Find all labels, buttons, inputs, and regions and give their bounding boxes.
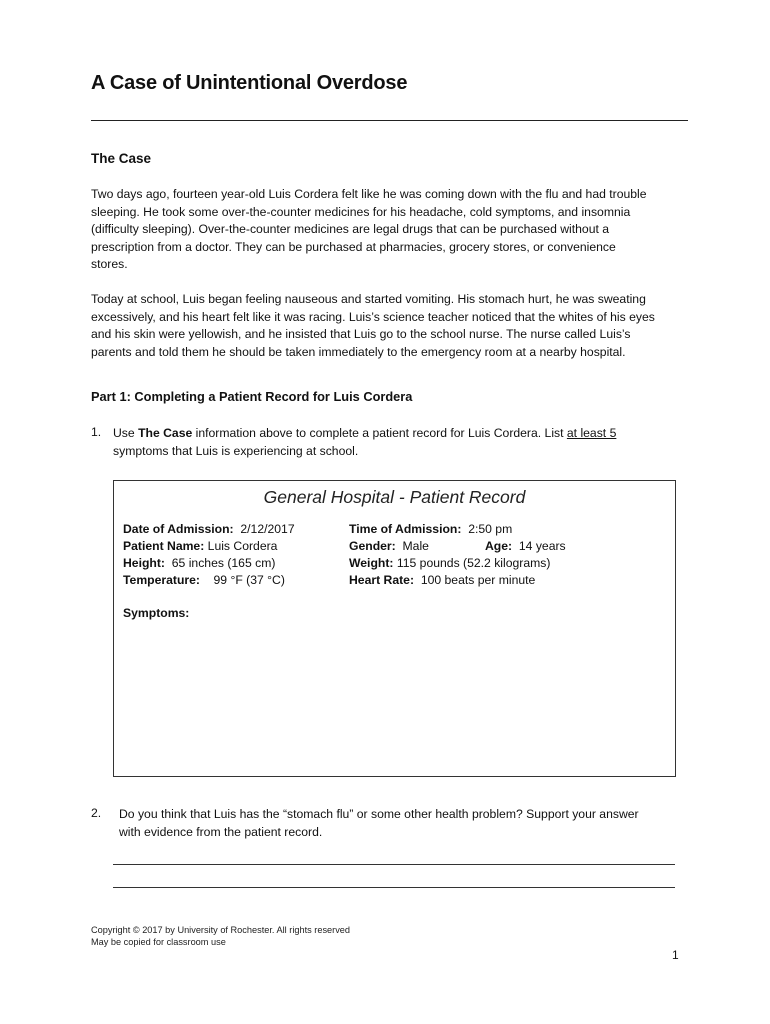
field-label: Temperature: [123, 573, 200, 587]
case-paragraph-1 [91, 186, 683, 274]
field-label: Patient Name: [123, 539, 205, 553]
text-line: (difficulty sleeping). Over-the-counter medicines are legal drugs that can be purchased without a [91, 222, 610, 237]
heart-rate-field [349, 573, 535, 587]
time-of-admission-field [349, 522, 512, 536]
field-value: 14 years [518, 539, 566, 553]
text-segment-underlined: at least 5 [566, 426, 617, 440]
field-label: Gender: [349, 539, 396, 553]
field-label: Height: [123, 556, 165, 570]
text-line: stores. [91, 257, 128, 272]
text-line: Two days ago, fourteen year-old Luis Cordera felt like he was coming down with the flu and had trouble [91, 187, 647, 201]
field-value: Male [402, 539, 429, 553]
part1-heading: Part 1: Completing a Patient Record for Luis Cordera [91, 389, 413, 404]
title-divider [91, 120, 688, 121]
field-value: 115 pounds (52.2 kilograms) [396, 556, 551, 570]
text-segment: information above to complete a patient record for Luis Cordera. List [192, 426, 567, 440]
case-heading: The Case [91, 151, 152, 166]
field-label: Weight: [349, 556, 394, 570]
field-value: 100 beats per minute [420, 573, 536, 587]
patient-name-field [123, 539, 277, 553]
question-1-number: 1. [91, 425, 102, 439]
answer-line[interactable] [113, 887, 675, 888]
question-1-text [113, 425, 683, 460]
copyright-text: Copyright © 2017 by University of Rochester. All rights reserved [91, 925, 351, 935]
text-line: sleeping. He took some over-the-counter medicines for his headache, cold symptoms, and insomnia [91, 204, 631, 219]
field-value: 99 °F (37 °C) [213, 573, 285, 587]
case-paragraph-2 [91, 291, 683, 361]
age-field [485, 539, 566, 553]
temperature-field [123, 573, 285, 587]
field-value: 2/12/2017 [240, 522, 295, 536]
field-label: Time of Admission: [349, 522, 462, 536]
page-title: A Case of Unintentional Overdose [91, 72, 408, 94]
weight-field [349, 556, 550, 570]
text-line: and his skin were yellowish, and he insisted that Luis go to the school nurse. The nurse called Luis’s [91, 327, 631, 342]
text-line: parents and told them he should be taken immediately to the emergency room at a nearby hospital. [91, 344, 626, 359]
text-line: excessively, and his heart felt like it was racing. Luis’s science teacher noticed that the whites of his eyes [91, 309, 655, 324]
answer-line[interactable] [113, 864, 675, 865]
patient-record-title: General Hospital - Patient Record [263, 487, 526, 507]
copyright-footer [91, 925, 350, 948]
text-line: with evidence from the patient record. [119, 824, 323, 839]
height-field [123, 556, 275, 570]
field-value: Luis Cordera [207, 539, 278, 553]
date-of-admission-field [123, 522, 295, 536]
question-2-number: 2. [91, 806, 102, 820]
field-label: Age: [485, 539, 513, 553]
text-line: Today at school, Luis began feeling nauseous and started vomiting. His stomach hurt, he was sweating [91, 292, 646, 306]
page-number: 1 [672, 948, 679, 962]
text-segment: Use [113, 426, 139, 440]
text-line: symptoms that Luis is experiencing at school. [113, 443, 359, 458]
gender-field [349, 539, 429, 553]
patient-record-box [113, 480, 676, 777]
text-line: prescription from a doctor. They can be purchased at pharmacies, grocery stores, or convenience [91, 239, 616, 254]
text-line [113, 425, 683, 443]
field-label: Heart Rate: [349, 573, 415, 587]
question-2-text [119, 806, 684, 841]
copy-note-text: May be copied for classroom use [91, 936, 226, 947]
field-value: 2:50 pm [468, 522, 513, 536]
field-value: 65 inches (165 cm) [171, 556, 276, 570]
symptoms-label: Symptoms: [123, 606, 190, 620]
text-line: Do you think that Luis has the “stomach flu” or some other health problem? Support your answer [119, 807, 639, 821]
text-segment-bold: The Case [138, 426, 193, 440]
field-label: Date of Admission: [123, 522, 234, 536]
